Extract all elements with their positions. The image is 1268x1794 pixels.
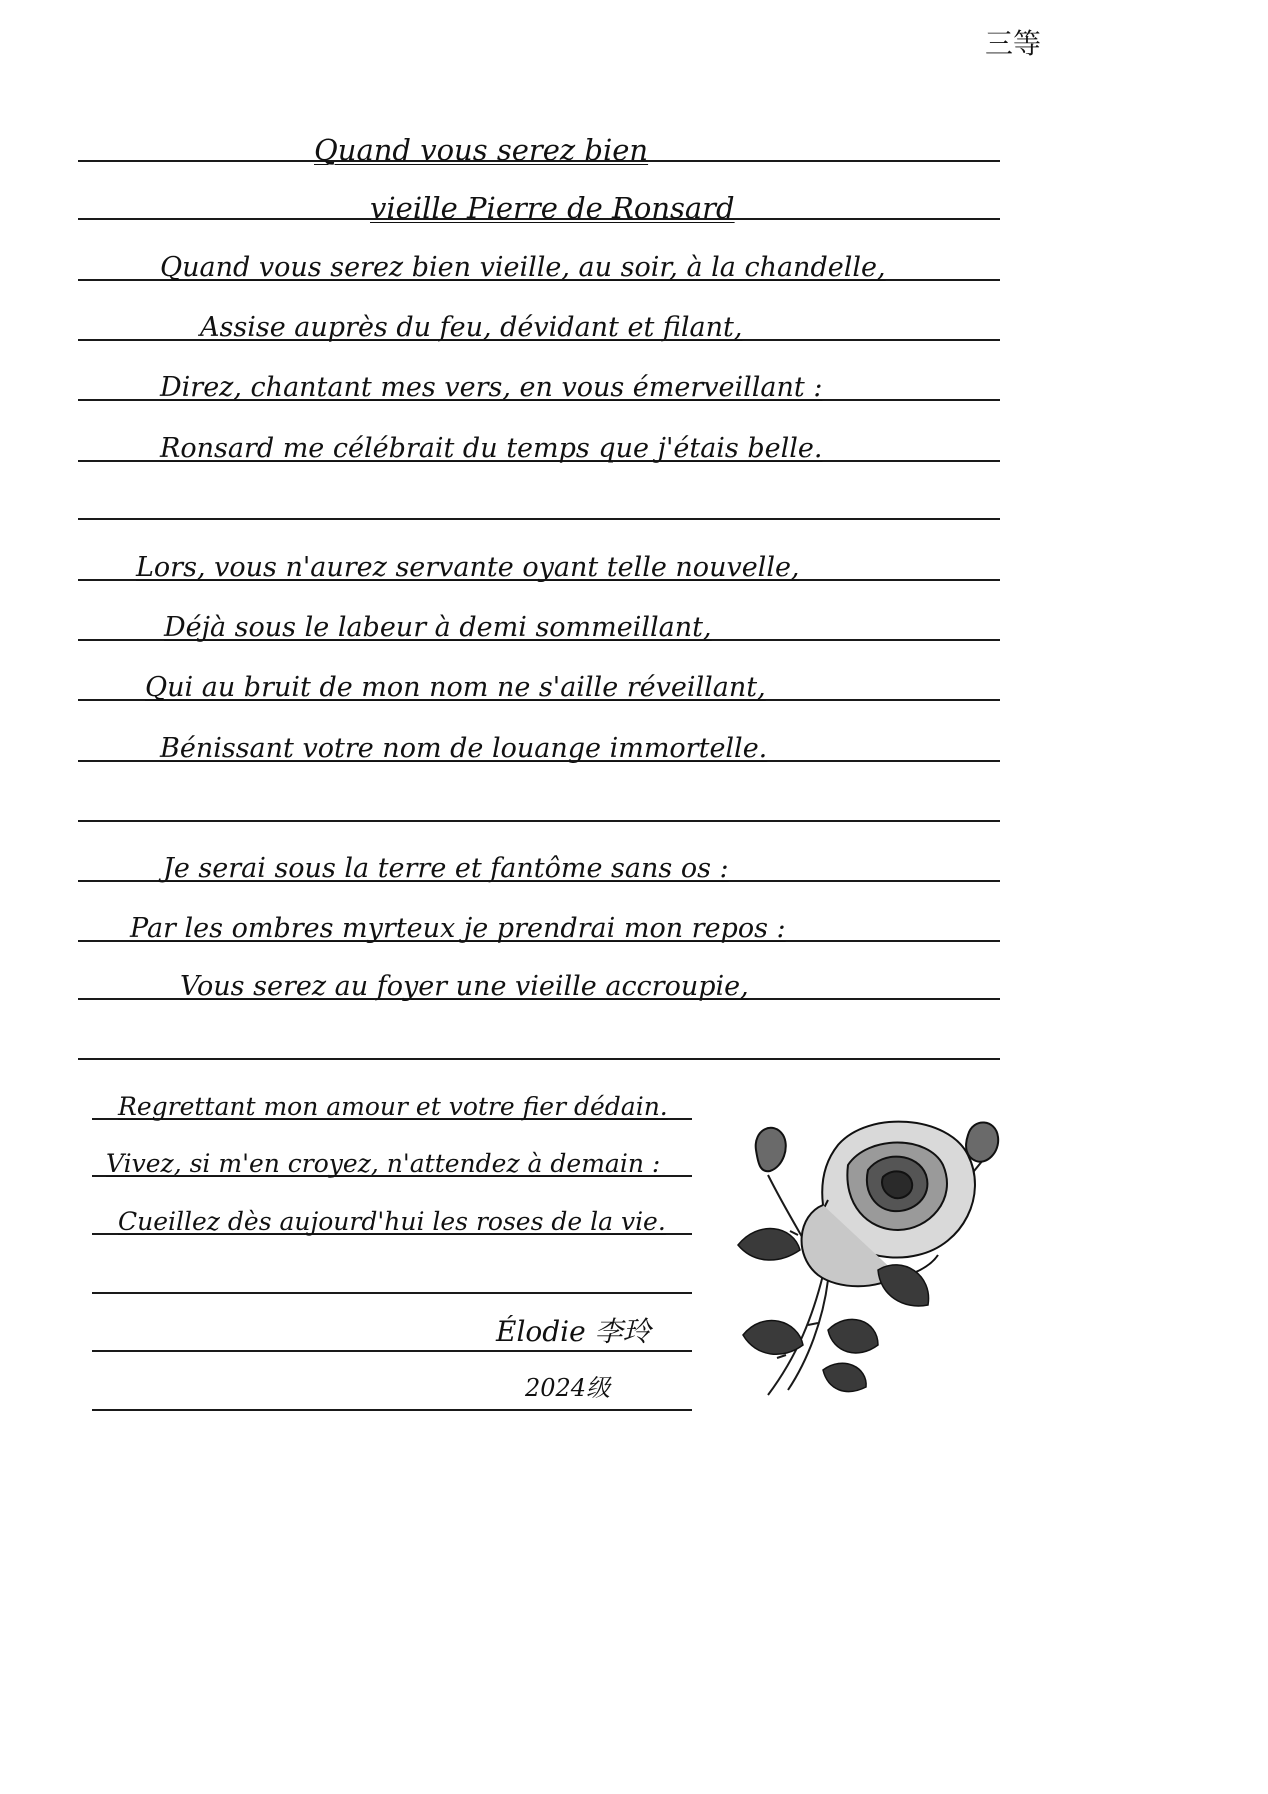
verse-line: Regrettant mon amour et votre fier dédain. <box>118 1092 668 1121</box>
verse-line: Assise auprès du feu, dévidant et filant, <box>200 312 743 343</box>
verse-line: Quand vous serez bien vieille, au soir, à la chandelle, <box>160 252 886 283</box>
verse-line: Je serai sous la terre et fantôme sans os : <box>163 853 729 884</box>
verse-line: Ronsard me célébrait du temps que j'étais belle. <box>160 433 823 464</box>
ruled-line <box>92 1409 692 1411</box>
poem-title-author: vieille Pierre de Ronsard <box>370 191 735 225</box>
verse-line: Vous serez au foyer une vieille accroupie, <box>180 971 749 1002</box>
signature-class: 2024级 <box>525 1374 611 1402</box>
verse-line: Qui au bruit de mon nom ne s'aille réveillant, <box>145 672 766 703</box>
verse-line: Cueillez dès aujourd'hui les roses de la vie. <box>118 1207 666 1236</box>
verse-line: Vivez, si m'en croyez, n'attendez à demain : <box>106 1149 661 1178</box>
ruled-line <box>92 1350 692 1352</box>
ruled-line <box>78 518 1000 520</box>
verse-line: Lors, vous n'aurez servante oyant telle nouvelle, <box>136 552 800 583</box>
verse-line: Par les ombres myrteux je prendrai mon repos : <box>130 913 786 944</box>
verse-line: Bénissant votre nom de louange immortelle. <box>160 733 768 764</box>
signature-name: Élodie 李玲 <box>496 1315 651 1348</box>
ruled-line <box>78 1058 1000 1060</box>
verse-line: Direz, chantant mes vers, en vous émerveillant : <box>160 372 823 403</box>
verse-line: Déjà sous le labeur à demi sommeillant, <box>164 612 712 643</box>
rose-icon <box>728 1105 1028 1405</box>
ruled-line <box>92 1292 692 1294</box>
grade-mark: 三等 <box>985 27 1042 60</box>
poem-title: Quand vous serez bien <box>314 133 649 167</box>
rose-bloom <box>802 1122 975 1287</box>
ruled-line <box>78 820 1000 822</box>
